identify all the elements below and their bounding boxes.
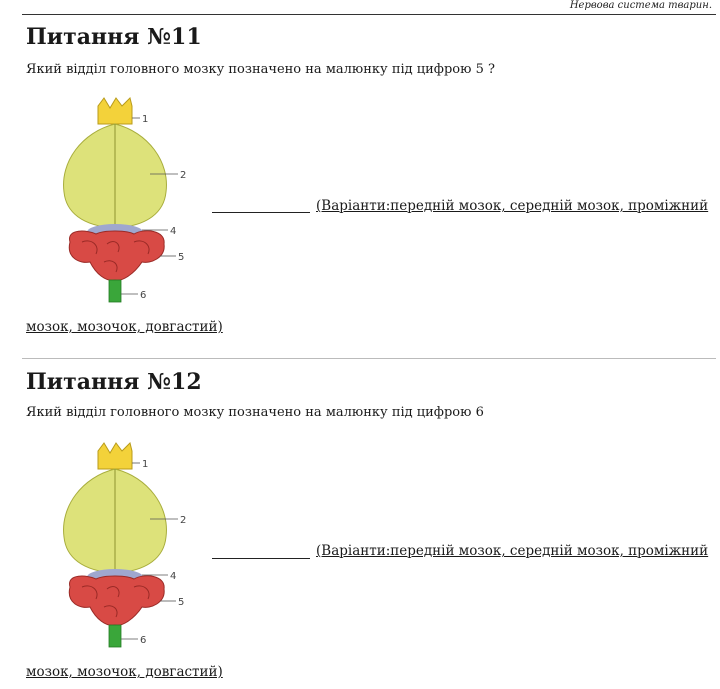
figure-label-5: 5 — [178, 597, 185, 608]
answer-field[interactable] — [212, 212, 310, 213]
header-divider — [22, 14, 716, 15]
answer-variants: (Варіанти:передній мозок, середній мозок, проміжний — [316, 543, 709, 559]
answer-variants: (Варіанти:передній мозок, середній мозок, проміжний — [316, 198, 709, 214]
hemispheres — [64, 469, 115, 573]
question-title: Питання №12 — [26, 369, 202, 395]
answer-field[interactable] — [212, 558, 310, 559]
answer-variants-continued: мозок, мозочок, довгастий) — [26, 319, 223, 335]
figure-label-4: 4 — [170, 226, 177, 237]
figure-label-6: 6 — [140, 290, 147, 301]
medulla — [109, 280, 121, 302]
brain-diagram — [52, 437, 198, 649]
olfactory-lobe — [98, 98, 132, 124]
cerebellum — [69, 576, 164, 625]
section-divider — [22, 358, 716, 359]
answer-variants-continued: мозок, мозочок, довгастий) — [26, 664, 223, 680]
brain-diagram — [52, 92, 198, 304]
medulla — [109, 625, 121, 647]
figure-label-6: 6 — [140, 635, 147, 646]
question-title: Питання №11 — [26, 24, 202, 50]
cerebellum — [69, 231, 164, 280]
question-text: Який відділ головного мозку позначено на малюнку під цифрою 5 ? — [26, 62, 495, 77]
figure-label-2: 2 — [180, 170, 187, 181]
figure-label-2: 2 — [180, 515, 187, 526]
header-title: Нервова система тварин. — [569, 0, 712, 11]
question-text: Який відділ головного мозку позначено на малюнку під цифрою 6 — [26, 405, 484, 420]
figure-label-1: 1 — [142, 114, 149, 125]
olfactory-lobe — [98, 443, 132, 469]
figure-label-1: 1 — [142, 459, 149, 470]
figure-label-4: 4 — [170, 571, 177, 582]
hemispheres — [64, 124, 115, 228]
figure-label-5: 5 — [178, 252, 185, 263]
